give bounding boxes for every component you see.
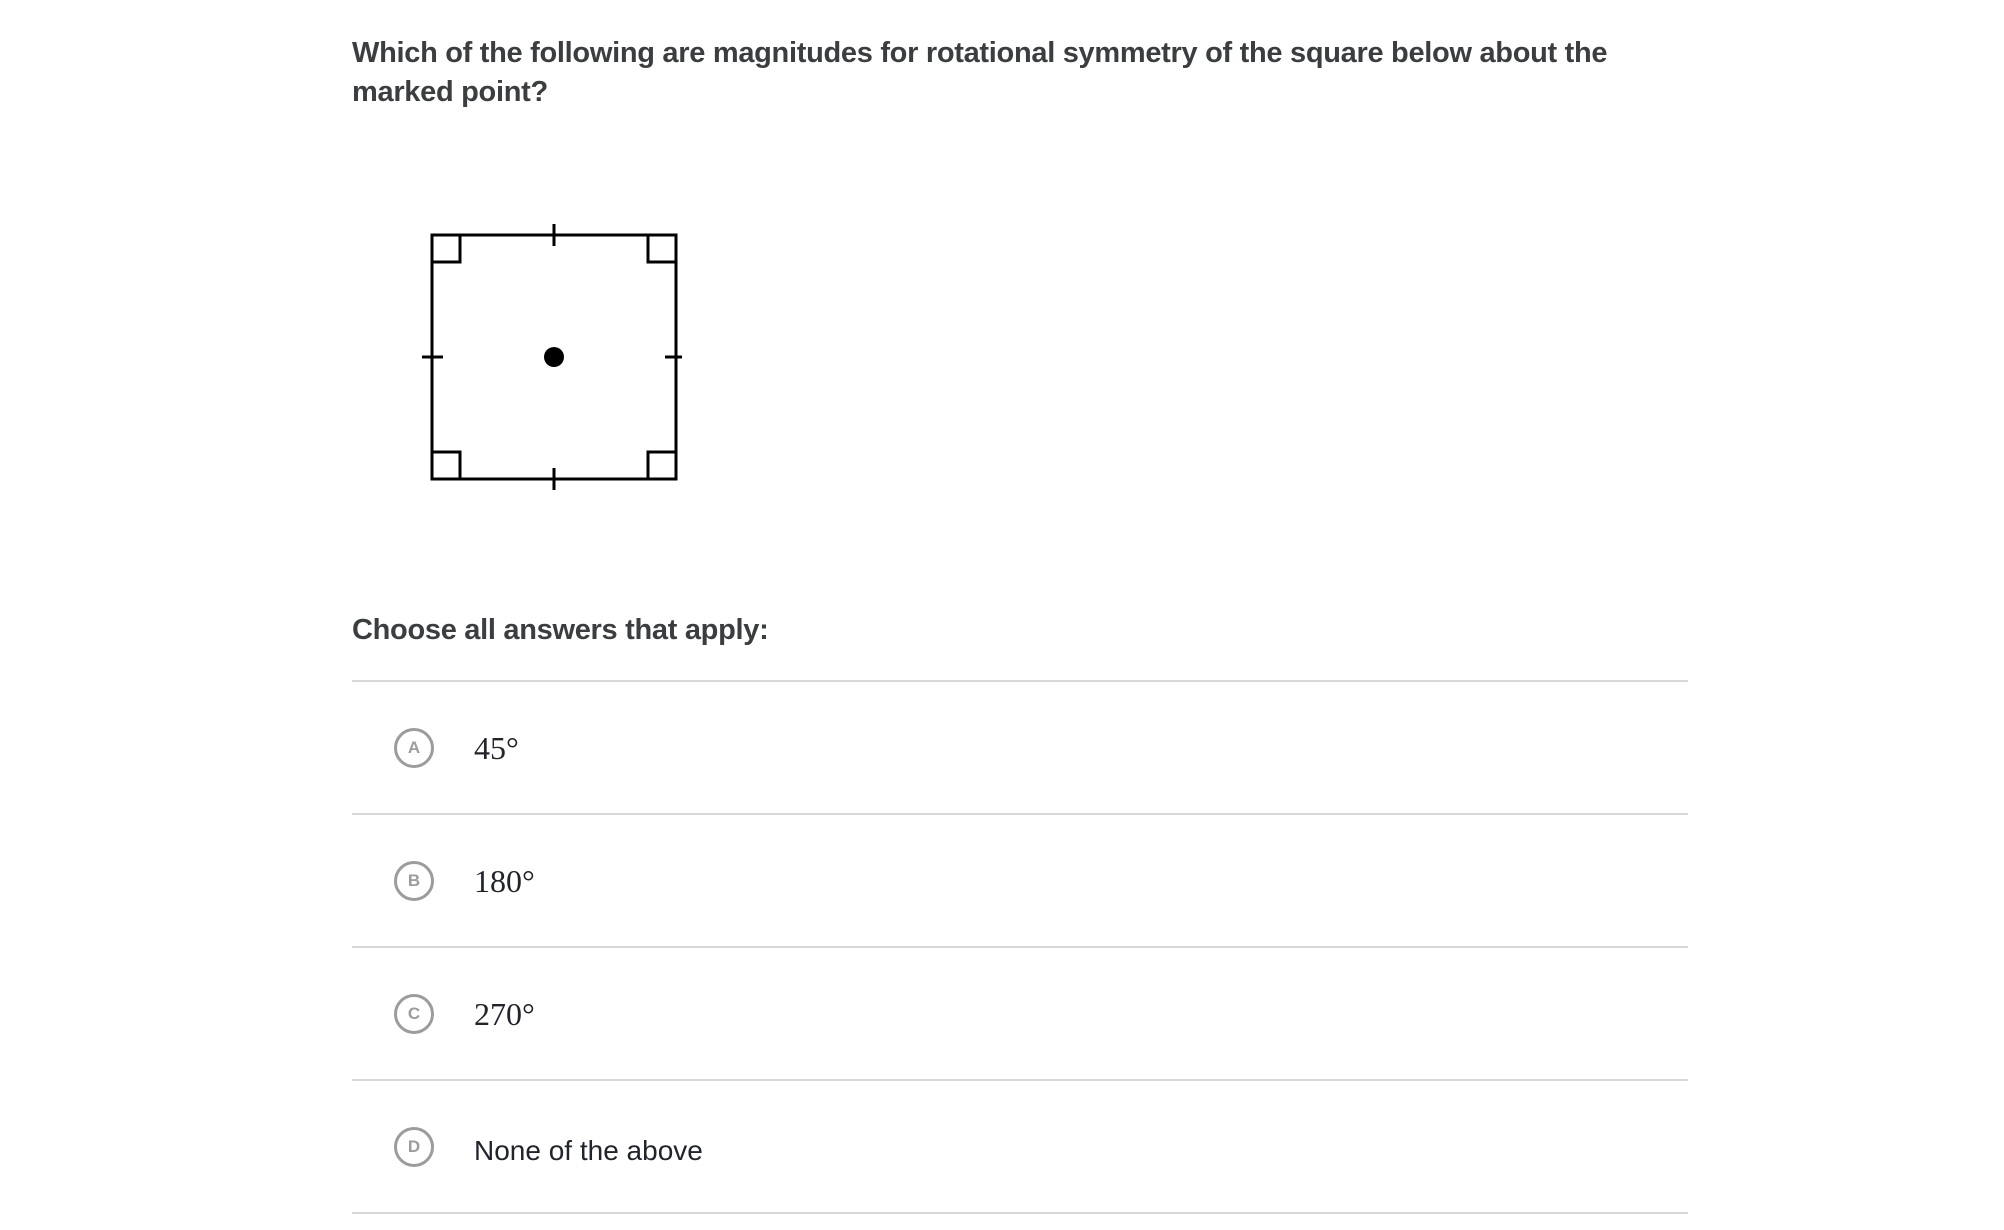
choice-c[interactable] (352, 948, 1688, 1081)
answer-choices (352, 680, 1688, 1214)
choice-text: 180° (474, 863, 535, 899)
choice-d[interactable] (352, 1081, 1688, 1214)
exercise-page (352, 0, 1688, 1230)
center-point (544, 347, 564, 367)
square-figure (422, 222, 682, 492)
right-angle-mark-top-right (648, 235, 676, 262)
right-angle-mark-top-left (432, 235, 460, 262)
choice-text: None of the above (474, 1135, 703, 1166)
choice-letter-circle: B (394, 861, 434, 901)
choice-letter-circle: A (394, 728, 434, 768)
question-text: Which of the following are magnitudes for rotational symmetry of the square below about the marked point? (352, 37, 1608, 108)
choice-letter-circle: D (394, 1127, 434, 1167)
right-angle-mark-bottom-left (432, 452, 460, 479)
instructions-text: Choose all answers that apply: (352, 614, 769, 646)
choice-text: 45° (474, 730, 519, 766)
choice-text: 270° (474, 996, 535, 1032)
choice-a[interactable] (352, 682, 1688, 815)
choice-b[interactable] (352, 815, 1688, 948)
right-angle-mark-bottom-right (648, 452, 676, 479)
choice-letter-circle: C (394, 994, 434, 1034)
